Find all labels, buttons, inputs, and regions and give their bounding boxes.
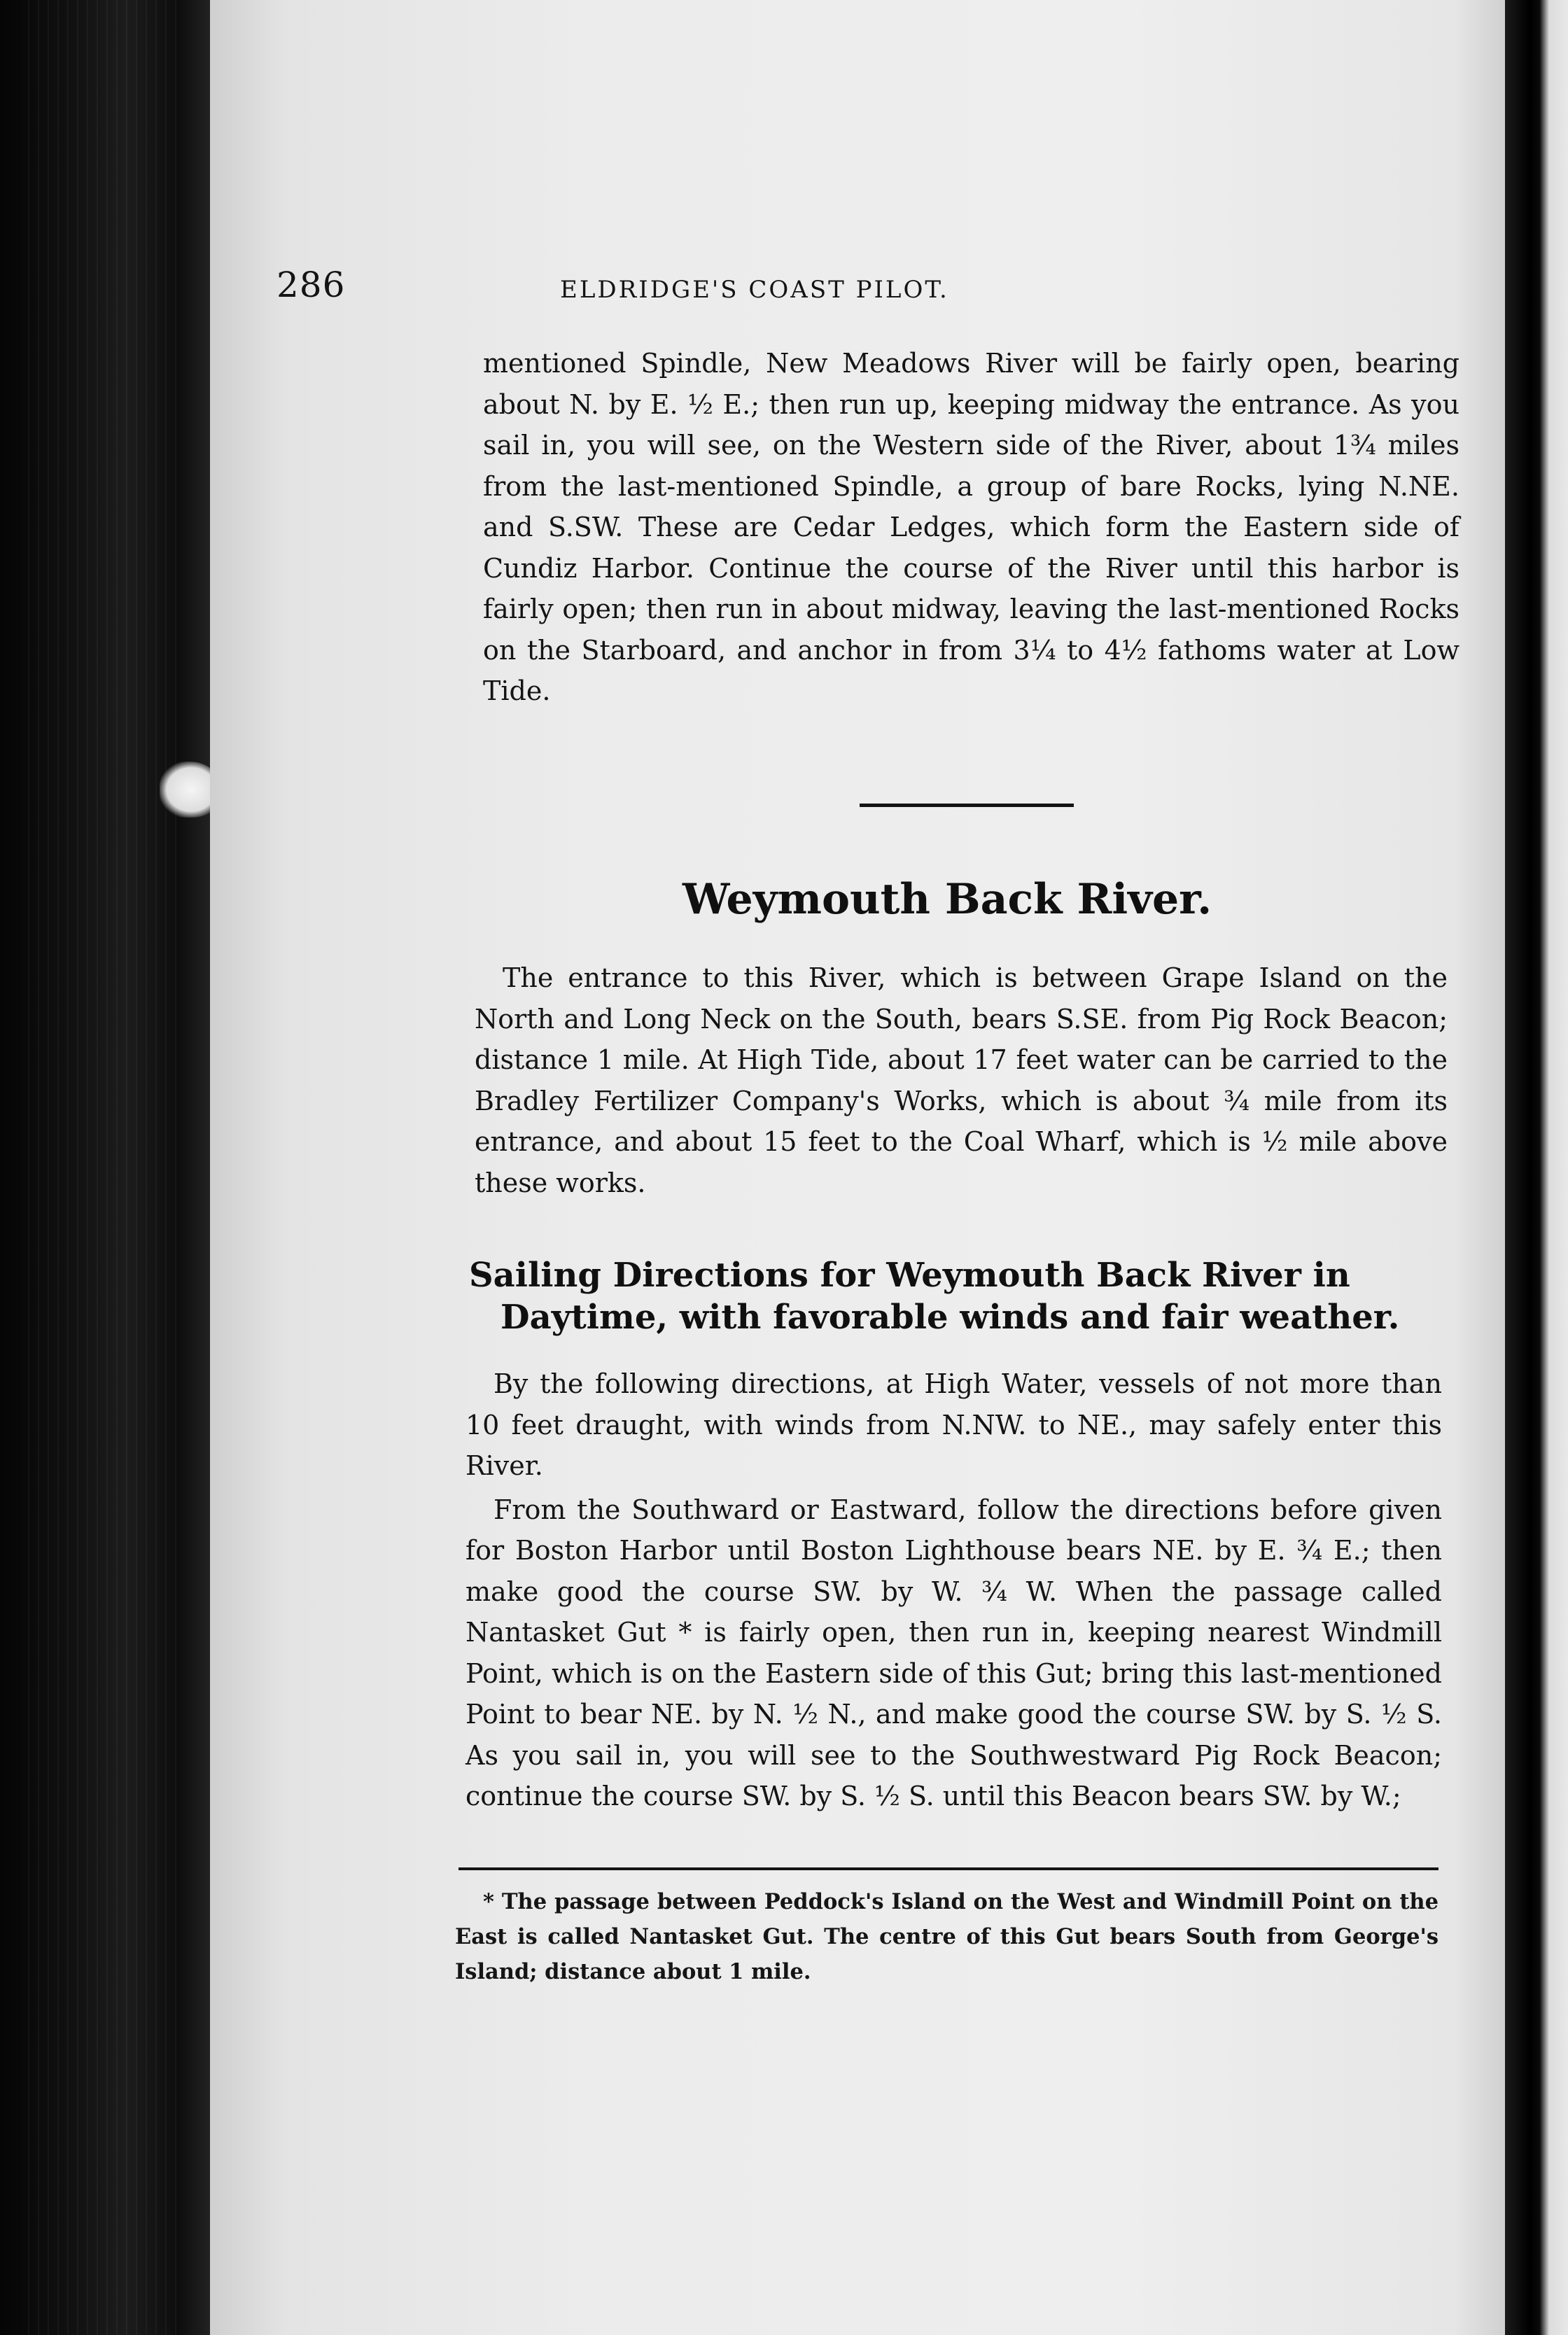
page-number: 286 [276, 265, 346, 305]
section-paragraph: The entrance to this River, which is between Grape Island on the North and Long Neck on the South, bears S.SE. from Pig Rock Beacon; distance 1 mile. At High Tide, about 17 feet water can be carried to the Bradley Fertilizer Company's Works, which is about ¾ mile from its entrance, and about 15 feet to the Coal Wharf, which is ½ mile above these works. [475, 962, 1448, 1198]
footnote [455, 1884, 1438, 1989]
running-title: ELDRIDGE'S COAST PILOT. [560, 276, 949, 304]
page-header [276, 265, 1214, 307]
right-page-edge [1505, 0, 1568, 2335]
subsection-title-line-2: Daytime, with favorable winds and fair weather. [500, 1298, 1400, 1337]
section-divider [860, 804, 1074, 807]
intro-text [483, 343, 1460, 712]
section-title: Weymouth Back River. [682, 875, 1212, 924]
footnote-text: * The passage between Peddock's Island on the West and Windmill Point on the East is called Nantasket Gut. The centre of this Gut bears South from George's Island; distance about 1 mile. [455, 1889, 1438, 1984]
subsection-paragraph-2: From the Southward or Eastward, follow the directions before given for Boston Harbor until Boston Lighthouse bears NE. by E. ¾ E.; then make good the course SW. by W. ¾ W. When the passage called Nantasket Gut * is fairly open, then run in, keeping nearest Windmill Point, which is on the Eastern side of this Gut; bring this last-mentioned Point to bear NE. by N. ½ N., and make good the course SW. by S. ½ S. As you sail in, you will see to the Southwestward Pig Rock Beacon; continue the course SW. by S. ½ S. until this Beacon bears SW. by W.; [465, 1494, 1442, 1811]
section-text [475, 958, 1448, 1203]
book-spine [0, 0, 210, 2335]
footnote-rule [458, 1867, 1438, 1870]
subsection-paragraph-1: By the following directions, at High Water, vessels of not more than 10 feet draught, with winds from N.NW. to NE., may safely enter this River. [465, 1368, 1442, 1481]
spine-page-edges [28, 0, 182, 2335]
subsection-text [465, 1363, 1442, 1817]
subsection-title-line-1: Sailing Directions for Weymouth Back River in [469, 1256, 1350, 1295]
intro-paragraph: mentioned Spindle, New Meadows River will be fairly open, bearing about N. by E. ½ E.; then run up, keeping midway the entrance. As you sail in, you will see, on the Western side of the River, about 1¾ miles from the last-mentioned Spindle, a group of bare Rocks, lying N.NE. and S.SW. These are Cedar Ledges, which form the Eastern side of Cundiz Harbor. Continue the course of the River until this harbor is fairly open; then run in about midway, leaving the last-mentioned Rocks on the Starboard, and anchor in from 3¼ to 4½ fathoms water at Low Tide. [483, 348, 1460, 706]
